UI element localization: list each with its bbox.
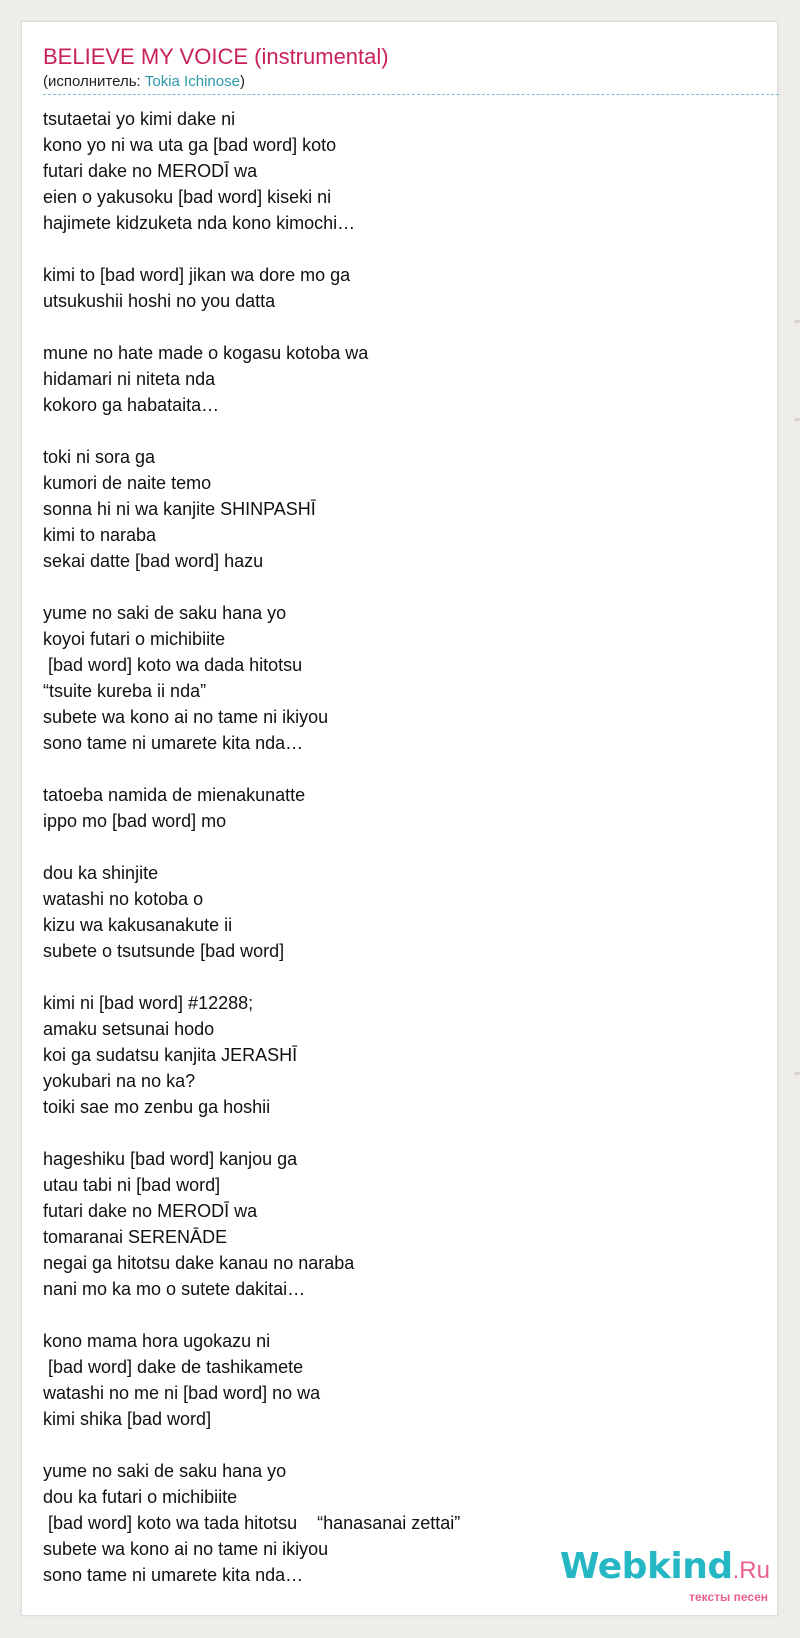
logo-wordmark: Webkind [559, 1546, 733, 1587]
lyric-line: hageshiku [bad word] kanjou ga [43, 1149, 298, 1169]
lyric-line: sonna hi ni wa kanjite SHINPASHĪ [43, 499, 316, 519]
lyric-line: utau tabi ni [bad word] [43, 1175, 221, 1195]
lyrics-card [21, 21, 778, 1616]
lyric-line: tomaranai SERENĀDE [43, 1227, 228, 1247]
artist-link[interactable]: Tokia Ichinose [144, 73, 240, 90]
lyric-line: eien o yakusoku [bad word] kiseki ni [43, 187, 332, 207]
lyric-line: tatoeba namida de mienakunatte [43, 785, 306, 805]
stanza-break [43, 236, 763, 262]
lyric-line: kimi to naraba [43, 525, 157, 545]
lyric-line: kumori de naite temo [43, 473, 212, 493]
lyric-line: ippo mo [bad word] mo [43, 811, 227, 831]
lyric-line: dou ka shinjite [43, 863, 159, 883]
lyric-line: yokubari na no ka? [43, 1071, 196, 1091]
lyric-line: kono yo ni wa uta ga [bad word] koto [43, 135, 337, 155]
stanza-break [43, 314, 763, 340]
lyric-line: toki ni sora ga [43, 447, 156, 467]
title-divider [43, 94, 779, 95]
lyric-line: kimi to [bad word] jikan wa dore mo ga [43, 265, 351, 285]
lyric-line: futari dake no MERODĪ wa [43, 161, 258, 181]
lyric-line: kimi shika [bad word] [43, 1409, 212, 1429]
edge-decoration [794, 320, 800, 323]
lyric-line: subete wa kono ai no tame ni ikiyou [43, 1539, 329, 1559]
song-title: BELIEVE MY VOICE (instrumental) [43, 44, 389, 69]
lyric-line: [bad word] dake de tashikamete [43, 1357, 304, 1377]
stanza-break [43, 964, 763, 990]
lyrics-body [43, 106, 763, 1588]
lyric-line: subete wa kono ai no tame ni ikiyou [43, 707, 329, 727]
lyric-line: kimi ni [bad word] #12288; [43, 993, 254, 1013]
lyric-line: futari dake no MERODĪ wa [43, 1201, 258, 1221]
lyric-line: hidamari ni niteta nda [43, 369, 216, 389]
stanza-break [43, 834, 763, 860]
lyric-line: kizu wa kakusanakute ii [43, 915, 233, 935]
lyric-line: utsukushii hoshi no you datta [43, 291, 276, 311]
edge-decoration [794, 418, 800, 421]
lyric-line: subete o tsutsunde [bad word] [43, 941, 285, 961]
logo-domain: .Ru [732, 1557, 770, 1584]
lyric-line: watashi no me ni [bad word] no wa [43, 1383, 321, 1403]
lyric-line: negai ga hitotsu dake kanau no naraba [43, 1253, 355, 1273]
stanza-break [43, 1432, 763, 1458]
edge-decoration [794, 1072, 800, 1075]
lyric-line: watashi no kotoba o [43, 889, 204, 909]
lyric-line: sekai datte [bad word] hazu [43, 551, 264, 571]
lyric-line: kono mama hora ugokazu ni [43, 1331, 271, 1351]
lyric-line: “tsuite kureba ii nda” [43, 681, 207, 701]
lyric-line: kokoro ga habataita… [43, 395, 220, 415]
lyric-line: nani mo ka mo o sutete dakitai… [43, 1279, 306, 1299]
stanza-break [43, 1302, 763, 1328]
stanza-break [43, 418, 763, 444]
stanza-break [43, 756, 763, 782]
stanza-break [43, 1120, 763, 1146]
lyric-line: tsutaetai yo kimi dake ni [43, 109, 236, 129]
lyric-line: koyoi futari o michibiite [43, 629, 226, 649]
lyric-line: amaku setsunai hodo [43, 1019, 215, 1039]
lyric-line: toiki sae mo zenbu ga hoshii [43, 1097, 271, 1117]
webkind-logo[interactable] [560, 1548, 770, 1586]
lyric-line: koi ga sudatsu kanjita JERASHĪ [43, 1045, 298, 1065]
logo-tagline: тексты песен [689, 1590, 768, 1604]
lyric-line: hajimete kidzuketa nda kono kimochi… [43, 213, 356, 233]
artist-prefix: (исполнитель: [43, 73, 145, 90]
lyric-line: mune no hate made o kogasu kotoba wa [43, 343, 369, 363]
lyric-line: sono tame ni umarete kita nda… [43, 733, 304, 753]
lyric-line: dou ka futari o michibiite [43, 1487, 238, 1507]
lyric-line: [bad word] koto wa dada hitotsu [43, 655, 303, 675]
lyric-line: [bad word] koto wa tada hitotsu “hanasanai zettai” [43, 1513, 461, 1533]
stanza-break [43, 574, 763, 600]
lyric-line: yume no saki de saku hana yo [43, 603, 287, 623]
lyric-line: sono tame ni umarete kita nda… [43, 1565, 304, 1585]
lyric-line: yume no saki de saku hana yo [43, 1461, 287, 1481]
artist-suffix: ) [239, 73, 245, 90]
artist-line [43, 73, 245, 91]
